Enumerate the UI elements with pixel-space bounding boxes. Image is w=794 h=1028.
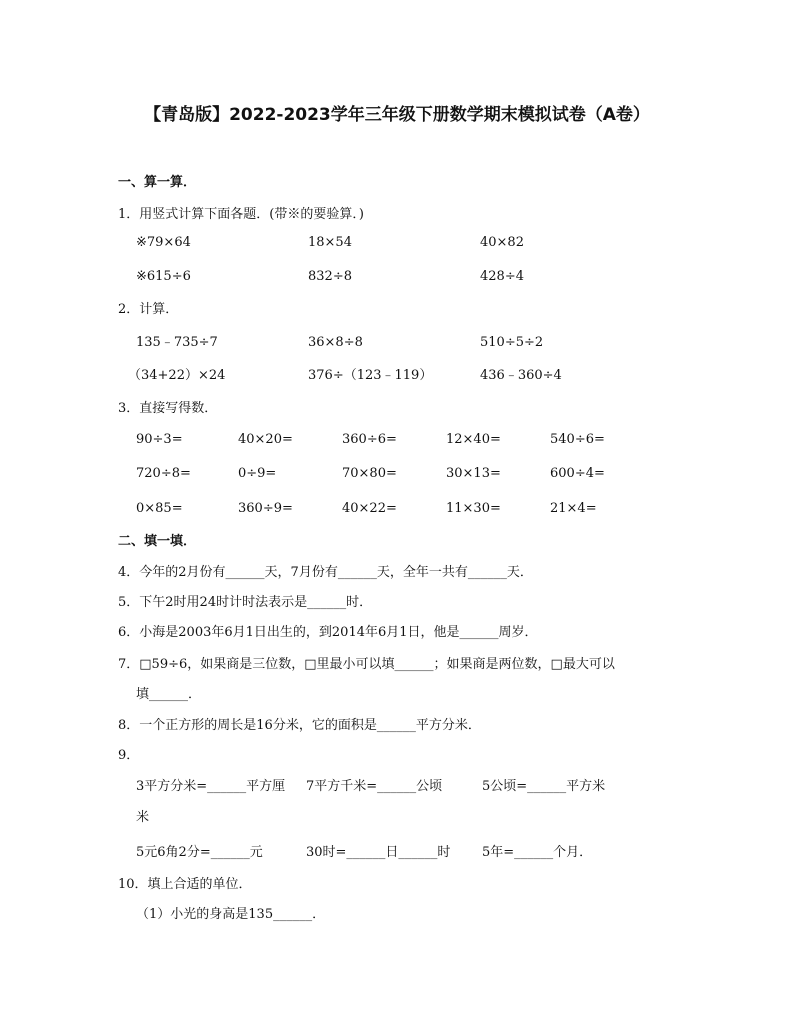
page-title: 【青岛版】2022-2023学年三年级下册数学期末模拟试卷（A卷） bbox=[144, 105, 650, 125]
question-7-text: 7．□59÷6，如果商是三位数，□里最小可以填______；如果商是两位数，□最大可以 bbox=[118, 657, 615, 672]
question-2-text: 2．计算． bbox=[118, 302, 179, 317]
question-4-text: 4．今年的2月份有______天，7月份有______天，全年一共有______天． bbox=[118, 565, 533, 580]
question-1-text: 1．用竖式计算下面各题．(带※的要验算．) bbox=[118, 207, 364, 222]
q2-item: （34+22）×24 bbox=[128, 368, 226, 383]
question-8-text: 8．一个正方形的周长是16分米，它的面积是______平方分米． bbox=[118, 718, 481, 733]
q3-item: 70×80= bbox=[342, 466, 397, 481]
q2-item: 135﹣735÷7 bbox=[136, 335, 218, 350]
question-6-text: 6．小海是2003年6月1日出生的，到2014年6月1日，他是______周岁． bbox=[118, 625, 538, 640]
question-5-text: 5．下午2时用24时计时法表示是______时． bbox=[118, 595, 373, 610]
question-3-text: 3．直接写得数． bbox=[118, 401, 218, 416]
question-9-number: 9． bbox=[118, 748, 140, 763]
q9-item: 5年=______个月． bbox=[482, 845, 593, 860]
q2-item: 436﹣360÷4 bbox=[480, 368, 562, 383]
q9-item: 7平方千米=______公顷 bbox=[306, 779, 443, 794]
q3-item: 360÷9= bbox=[238, 501, 293, 516]
q10-item: （1）小光的身高是135______． bbox=[136, 907, 326, 922]
q3-item: 30×13= bbox=[446, 466, 501, 481]
q2-item: 376÷（123﹣119） bbox=[308, 368, 433, 383]
q1-item: 40×82 bbox=[480, 235, 524, 250]
q3-item: 360÷6= bbox=[342, 432, 397, 447]
q9-item: 5公顷=______平方米 bbox=[482, 779, 606, 794]
q9-item-cont: 米 bbox=[136, 810, 150, 825]
q3-item: 0÷9= bbox=[238, 466, 277, 481]
q3-item: 600÷4= bbox=[550, 466, 605, 481]
q3-item: 720÷8= bbox=[136, 466, 191, 481]
q1-item: 18×54 bbox=[308, 235, 352, 250]
q3-item: 40×22= bbox=[342, 501, 397, 516]
question-7-text-cont: 填______． bbox=[136, 687, 202, 702]
q3-item: 540÷6= bbox=[550, 432, 605, 447]
q3-item: 90÷3= bbox=[136, 432, 183, 447]
section-heading-2: 二、填一填． bbox=[118, 534, 197, 549]
q9-item: 30时=______日______时 bbox=[306, 845, 451, 860]
q2-item: 510÷5÷2 bbox=[480, 335, 544, 350]
q9-item: 5元6角2分=______元 bbox=[136, 845, 263, 860]
q3-item: 11×30= bbox=[446, 501, 501, 516]
question-10-text: 10．填上合适的单位． bbox=[118, 877, 252, 892]
q3-item: 12×40= bbox=[446, 432, 501, 447]
q1-item: ※79×64 bbox=[136, 235, 191, 250]
section-heading-1: 一、算一算． bbox=[118, 175, 197, 190]
q2-item: 36×8÷8 bbox=[308, 335, 363, 350]
q1-item: 428÷4 bbox=[480, 269, 524, 284]
q3-item: 0×85= bbox=[136, 501, 183, 516]
q1-item: 832÷8 bbox=[308, 269, 352, 284]
q1-item: ※615÷6 bbox=[136, 269, 191, 284]
q3-item: 21×4= bbox=[550, 501, 597, 516]
q9-item: 3平方分米=______平方厘 bbox=[136, 779, 286, 794]
q3-item: 40×20= bbox=[238, 432, 293, 447]
